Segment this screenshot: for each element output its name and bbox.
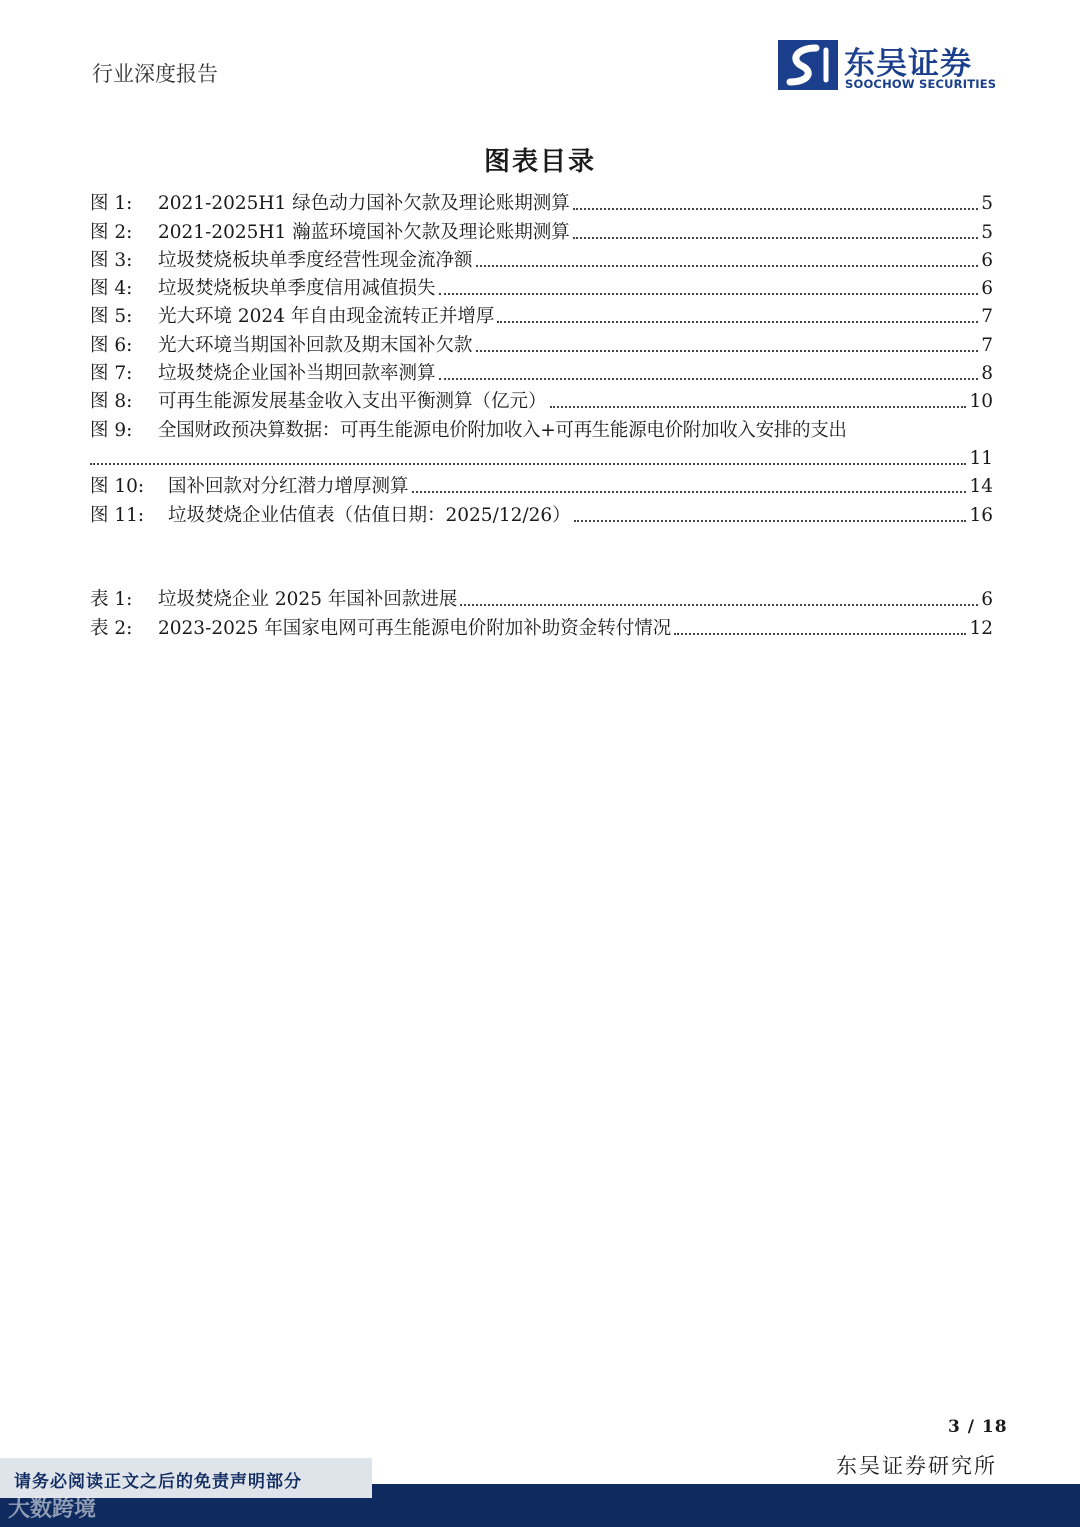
- entry-title: 全国财政预决算数据：可再生能源电价附加收入+可再生能源电价附加收入安排的支出: [158, 419, 847, 441]
- dot-leader: [550, 405, 967, 408]
- entry-page: 10: [969, 391, 993, 413]
- logo-english-name: SOOCHOW SECURITIES: [845, 77, 997, 91]
- toc-entry-figure-10[interactable]: [90, 470, 993, 498]
- table-list: [90, 583, 993, 640]
- entry-page: 7: [981, 306, 993, 328]
- toc-entry-figure-5[interactable]: [90, 300, 993, 328]
- entry-title: 2023-2025 年国家电网可再生能源电价附加补助资金转付情况: [158, 617, 672, 639]
- toc-entry-figure-2[interactable]: [90, 215, 993, 243]
- entry-title: 国补回款对分红潜力增厚测算: [168, 476, 409, 498]
- footer-institute: 东吴证券研究所: [836, 1454, 997, 1478]
- logo-chinese-name: 东吴证券: [844, 46, 972, 82]
- entry-title: 光大环境 2024 年自由现金流转正并增厚: [158, 306, 495, 328]
- figure-list: [90, 187, 993, 527]
- entry-label: 图 11:: [90, 504, 145, 526]
- entry-title: 垃圾焚烧板块单季度经营性现金流净额: [158, 249, 473, 271]
- dot-leader: [573, 236, 979, 239]
- entry-page: 16: [969, 504, 993, 526]
- entry-page: 6: [981, 278, 993, 300]
- dot-leader: [460, 603, 978, 606]
- entry-title: 垃圾焚烧板块单季度信用减值损失: [158, 278, 436, 300]
- entry-page: 6: [981, 249, 993, 271]
- toc-entry-figure-11[interactable]: [90, 498, 993, 526]
- toc-entry-figure-1[interactable]: [90, 187, 993, 215]
- entry-label: 图 9:: [90, 419, 133, 441]
- entry-page: 7: [981, 334, 993, 356]
- dot-leader: [90, 462, 966, 465]
- entry-page: 11: [969, 447, 993, 469]
- entry-page: 6: [981, 589, 993, 611]
- toc-entry-table-2[interactable]: [90, 611, 993, 639]
- entry-page: 8: [981, 363, 993, 385]
- toc-entry-figure-8[interactable]: [90, 385, 993, 413]
- dot-leader: [674, 632, 966, 635]
- entry-title: 2021-2025H1 绿色动力国补欠款及理论账期测算: [158, 193, 570, 215]
- entry-label: 图 3:: [90, 249, 133, 271]
- entry-label: 图 1:: [90, 193, 133, 215]
- entry-label: 图 5:: [90, 306, 133, 328]
- entry-title: 垃圾焚烧企业国补当期回款率测算: [158, 363, 436, 385]
- watermark: 大数跨境: [8, 1497, 97, 1522]
- entry-label: 图 6:: [90, 334, 133, 356]
- entry-page: 5: [981, 193, 993, 215]
- page-indicator: 3 / 18: [948, 1417, 1008, 1437]
- disclaimer-notice: 请务必阅读正文之后的免责声明部分: [14, 1472, 302, 1492]
- entry-title: 可再生能源发展基金收入支出平衡测算（亿元）: [158, 391, 547, 413]
- company-logo: [778, 40, 1003, 94]
- entry-label: 图 10:: [90, 476, 145, 498]
- entry-title: 垃圾焚烧企业 2025 年国补回款进展: [158, 589, 458, 611]
- toc-entry-figure-3[interactable]: [90, 244, 993, 272]
- report-type-label: 行业深度报告: [92, 62, 218, 86]
- dot-leader: [574, 519, 967, 522]
- dot-leader: [439, 292, 979, 295]
- entry-page: 12: [969, 617, 993, 639]
- entry-title: 2021-2025H1 瀚蓝环境国补欠款及理论账期测算: [158, 221, 570, 243]
- entry-label: 图 4:: [90, 278, 133, 300]
- dot-leader: [476, 349, 979, 352]
- dot-leader: [497, 320, 978, 323]
- entry-title: 光大环境当期国补回款及期末国补欠款: [158, 334, 473, 356]
- soochow-logo-icon: [778, 40, 838, 90]
- dot-leader: [412, 490, 967, 493]
- dot-leader: [439, 377, 979, 380]
- entry-label: 表 1:: [90, 589, 133, 611]
- entry-label: 图 2:: [90, 221, 133, 243]
- toc-entry-figure-9-continued[interactable]: [90, 442, 993, 470]
- toc-entry-table-1[interactable]: [90, 583, 993, 611]
- toc-title: 图表目录: [483, 147, 596, 177]
- entry-page: 5: [981, 221, 993, 243]
- entry-label: 图 8:: [90, 391, 133, 413]
- toc-entry-figure-6[interactable]: [90, 328, 993, 356]
- toc-entry-figure-7[interactable]: [90, 357, 993, 385]
- toc-entry-figure-9[interactable]: [90, 413, 993, 441]
- entry-title: 垃圾焚烧企业估值表（估值日期：2025/12/26）: [168, 504, 571, 526]
- dot-leader: [573, 207, 979, 210]
- dot-leader: [476, 264, 979, 267]
- entry-label: 表 2:: [90, 617, 133, 639]
- entry-page: 14: [969, 476, 993, 498]
- toc-entry-figure-4[interactable]: [90, 272, 993, 300]
- entry-label: 图 7:: [90, 363, 133, 385]
